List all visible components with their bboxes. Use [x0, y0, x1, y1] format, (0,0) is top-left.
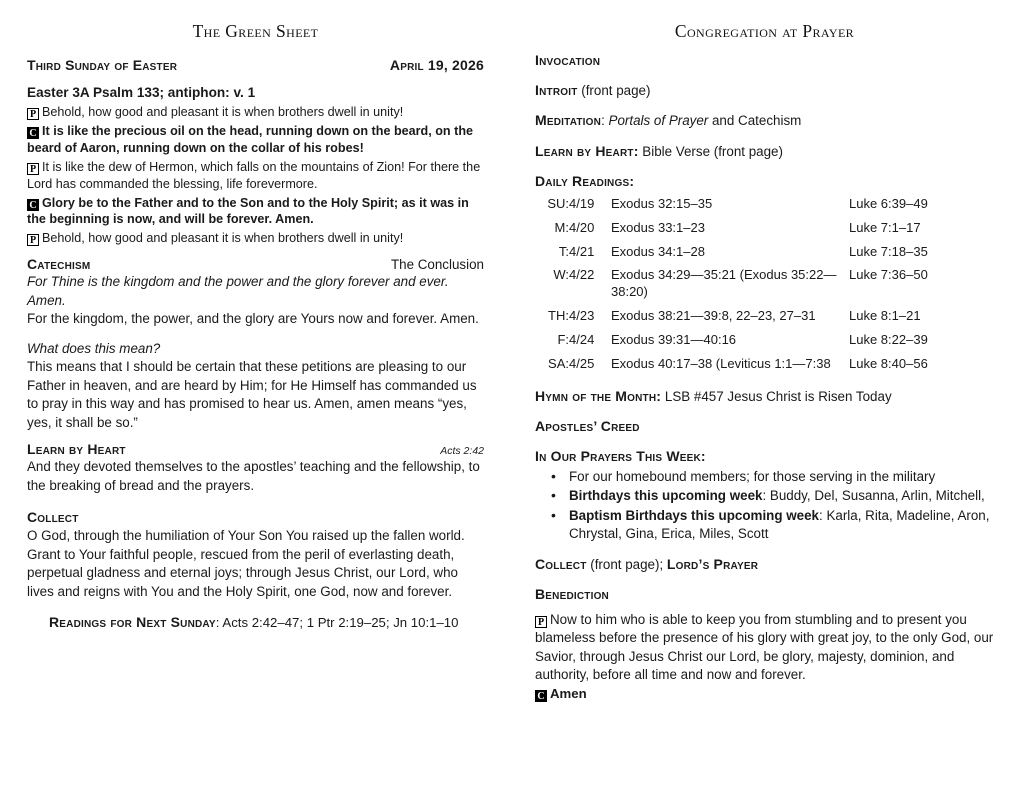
catechism-part: The Conclusion — [390, 257, 484, 273]
catechism-header — [27, 256, 484, 272]
learn-by-heart-header — [27, 441, 484, 457]
table-row — [535, 329, 994, 353]
benediction-response-text: Amen — [550, 685, 587, 701]
prayer-item-text: : Karla, Rita, Madeline, Aron, Chrystal, Gina, Erica, Miles, Scott — [569, 507, 990, 542]
daily-readings-label-text: Daily Readings: — [535, 172, 635, 189]
occasion-label: Third Sunday of Easter — [27, 57, 178, 74]
page-title-right: Congregation at Prayer — [674, 21, 855, 41]
invocation-label: Invocation — [535, 52, 601, 69]
pastor-icon: P — [27, 163, 39, 175]
daily-readings-label — [535, 172, 994, 191]
psalm-verse — [27, 159, 484, 193]
psalm-verse — [27, 123, 484, 157]
reading-date: 4/20 — [569, 219, 595, 235]
reading-ot: Exodus 32:15–35 — [611, 195, 713, 211]
congregation-icon: C — [535, 690, 547, 702]
catechism-doxology-plain: For the kingdom, the power, and the glory are Yours now and forever. Amen. — [27, 311, 479, 327]
reading-nt: Luke 6:39–49 — [849, 195, 928, 211]
prayers-header — [535, 447, 994, 466]
catechism-label: Catechism — [27, 256, 91, 273]
reading-ot: Exodus 38:21—39:8, 22–23, 27–31 — [611, 308, 816, 324]
reading-ot: Exodus 40:17–38 (Leviticus 1:1—7:38 — [611, 355, 831, 371]
reading-day: T: — [558, 243, 569, 259]
meditation-rest: and Catechism — [708, 113, 802, 129]
congregation-icon: C — [27, 199, 39, 211]
reading-nt: Luke 7:1–17 — [849, 219, 921, 235]
bullet-icon: • — [551, 506, 556, 523]
pastor-icon: P — [535, 616, 547, 628]
reading-date: 4/23 — [569, 308, 595, 324]
table-row — [535, 353, 994, 377]
collect-mid-text: (front page); — [586, 556, 667, 572]
learn-by-heart-label-right: Learn by Heart: — [535, 142, 639, 159]
invocation-line — [535, 51, 994, 70]
collect-text: O God, through the humiliation of Your Son You raised up the fallen world. Grant to Your faithful people, rescued from the peril of everlasting death, perpetual gladness and eternal joys; through Jesus Christ, our Lord, who lives and reigns with You and the Holy Spirit, one God, now and forever. — [27, 528, 465, 599]
psalm-verse-text: Behold, how good and pleasant it is when brothers dwell in unity! — [42, 231, 404, 246]
reading-nt: Luke 8:1–21 — [849, 308, 921, 324]
reading-day: M: — [554, 219, 569, 235]
learn-by-heart-text: And they devoted themselves to the apostles’ teaching and the fellowship, to the breaking of bread and the prayers. — [27, 459, 480, 493]
lords-prayer-label: Lord’s Prayer — [666, 555, 759, 572]
next-sunday-text: : Acts 2:42–47; 1 Ptr 2:19–25; Jn 10:1–10 — [215, 615, 459, 631]
right-column — [512, 0, 1024, 702]
apostles-creed-line — [535, 417, 994, 436]
psalm-verse-text: It is like the precious oil on the head, running down on the beard, on the beard of Aaron, running down on the collar of his robes! — [27, 124, 474, 155]
table-row — [535, 305, 994, 329]
meditation-separator: : — [601, 113, 609, 129]
prayer-item-text: For our homebound members; for those serving in the military — [569, 469, 936, 485]
table-row — [535, 193, 994, 217]
collect-lords-prayer-line — [535, 555, 994, 574]
reading-nt: Luke 7:18–35 — [849, 243, 928, 259]
reading-ot: Exodus 33:1–23 — [611, 219, 705, 235]
prayer-item-tag: Baptism Birthdays this upcoming week — [569, 507, 820, 523]
reading-date: 4/22 — [569, 267, 595, 283]
reading-day: TH: — [548, 308, 569, 324]
table-row — [535, 217, 994, 241]
learn-by-heart-reference: Acts 2:42 — [440, 445, 484, 458]
benediction-header — [535, 585, 994, 604]
meditation-label: Meditation — [535, 112, 602, 129]
reading-ot: Exodus 34:1–28 — [611, 243, 705, 259]
reading-day: SA: — [548, 355, 569, 371]
table-row — [535, 241, 994, 265]
psalm-verse-text: Glory be to the Father and to the Son and to the Holy Spirit; as it was in the beginning is now, and will be forever. Amen. — [27, 195, 469, 227]
reading-day: F: — [557, 332, 569, 348]
reading-day: SU: — [547, 195, 569, 211]
reading-ot: Exodus 34:29—35:21 (Exodus 35:22—38:20) — [611, 267, 837, 300]
hymn-of-the-month-line — [535, 387, 994, 406]
list-item — [535, 487, 994, 505]
reading-nt: Luke 8:40–56 — [849, 355, 928, 371]
reading-nt: Luke 8:22–39 — [849, 332, 928, 348]
reading-nt: Luke 7:36–50 — [849, 267, 928, 283]
learn-by-heart-note: Bible Verse (front page) — [638, 143, 783, 159]
benediction-pastor-text: Now to him who is able to keep you from stumbling and to present you blameless before the presence of his glory with great joy, to the only God, our Savior, through Jesus Christ our Lord, be glory, majesty, dominion, and authority, before all time and now and forever. — [535, 611, 994, 683]
psalm-verse — [27, 104, 484, 121]
reading-date: 4/24 — [569, 332, 595, 348]
collect-label-right: Collect — [535, 555, 587, 572]
left-column — [0, 0, 512, 632]
table-row — [535, 264, 994, 305]
introit-note: (front page) — [577, 83, 651, 99]
meditation-title: Portals of Prayer — [608, 113, 709, 129]
catechism-question: What does this mean? — [27, 340, 161, 356]
learn-by-heart-line — [535, 142, 994, 161]
pastor-icon: P — [27, 108, 39, 120]
prayers-label: In Our Prayers This Week: — [535, 448, 706, 465]
bullet-icon: • — [551, 487, 556, 504]
page-title-left: The Green Sheet — [192, 21, 319, 41]
psalm-verse — [27, 230, 484, 247]
reading-date: 4/21 — [569, 243, 595, 259]
reading-day: W: — [553, 267, 569, 283]
hymn-note: LSB #457 Jesus Christ is Risen Today — [661, 388, 892, 404]
daily-readings-table — [535, 193, 994, 377]
meditation-line — [535, 111, 994, 130]
introit-label: Introit — [535, 82, 578, 99]
psalm-verse-text: It is like the dew of Hermon, which falls on the mountains of Zion! For there the Lord has commanded the blessing, life forevermore. — [27, 159, 481, 191]
prayer-item-text: : Buddy, Del, Susanna, Arlin, Mitchell, — [762, 488, 985, 504]
list-item — [535, 468, 994, 486]
apostles-creed-label: Apostles’ Creed — [535, 417, 640, 434]
benediction-response — [535, 686, 994, 702]
psalm-verse — [27, 195, 484, 229]
catechism-answer: This means that I should be certain that these petitions are pleasing to our Father in heaven, and are heard by Him; for He Himself has commanded us to pray in this way and has promised to hear us. Amen, amen means “yes, yes, it shall be so.” — [27, 359, 477, 430]
benediction-label: Benediction — [535, 585, 609, 602]
reading-date: 4/19 — [569, 195, 595, 211]
introit-line — [535, 81, 994, 100]
psalm-heading: Easter 3A Psalm 133; antiphon: v. 1 — [27, 85, 256, 101]
congregation-icon: C — [27, 127, 39, 139]
prayer-item-tag: Birthdays this upcoming week — [569, 488, 763, 504]
pastor-icon: P — [27, 234, 39, 246]
psalm-verse-text: Behold, how good and pleasant it is when brothers dwell in unity! — [42, 105, 404, 120]
bullet-icon: • — [551, 468, 556, 485]
service-header — [27, 57, 484, 73]
list-item — [535, 507, 994, 544]
collect-label: Collect — [27, 509, 79, 526]
reading-date: 4/25 — [569, 355, 595, 371]
hymn-label: Hymn of the Month: — [535, 387, 662, 404]
service-date: April 19, 2026 — [389, 57, 484, 74]
learn-by-heart-label: Learn by Heart — [27, 441, 126, 458]
benediction-text — [535, 611, 994, 685]
prayer-list — [535, 468, 994, 543]
catechism-doxology-italic: For Thine is the kingdom and the power and the glory forever and ever. Amen. — [27, 274, 449, 308]
next-sunday-label: Readings for Next Sunday — [49, 614, 216, 631]
next-sunday-readings — [49, 613, 484, 632]
reading-ot: Exodus 39:31—40:16 — [611, 332, 737, 348]
